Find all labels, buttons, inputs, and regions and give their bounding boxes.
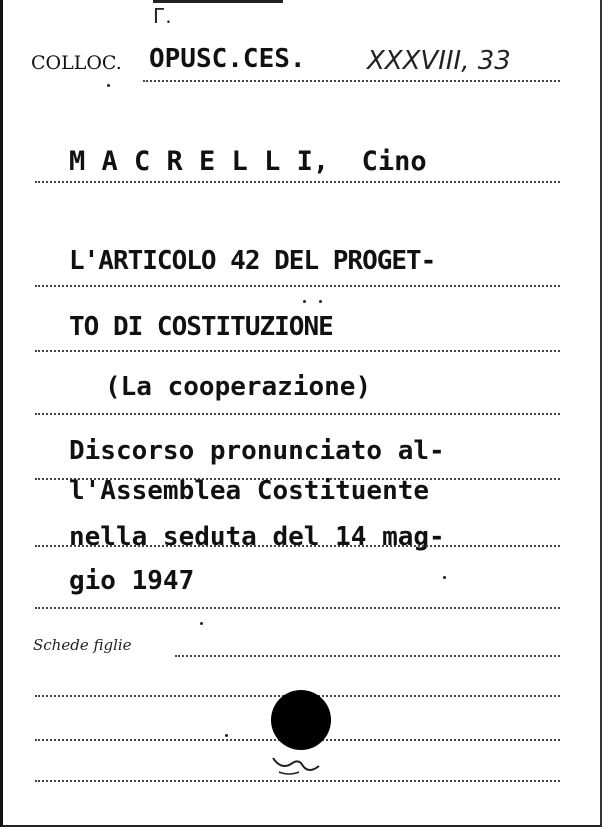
rule-colloc [143, 80, 560, 82]
rule-schede [175, 655, 560, 657]
top-mark: Г. [153, 4, 172, 28]
schede-figlie-label: Schede figlie [33, 636, 132, 654]
title-line-1: L'ARTICOLO 42 DEL PROGET- [69, 246, 436, 276]
rule-title-1 [35, 285, 560, 287]
description-line-4: gio 1947 [69, 566, 195, 596]
ink-scribble-icon [269, 752, 325, 778]
description-line-1: Discorso pronunciato al- [69, 436, 445, 466]
rule-desc-3 [35, 545, 560, 547]
rule-subtitle [35, 413, 560, 415]
punch-hole [271, 690, 331, 750]
description-line-3: nella seduta del 14 mag- [69, 522, 445, 552]
ink-speck [200, 622, 203, 625]
ink-speck [443, 576, 446, 579]
card-top-edge [153, 0, 283, 3]
ink-speck [319, 300, 322, 303]
colloc-number: XXXVIII, 33 [367, 46, 511, 76]
ink-speck [107, 84, 110, 87]
colloc-label: COLLOC. [31, 52, 122, 74]
ink-speck [303, 300, 306, 303]
rule-desc-4 [35, 607, 560, 609]
description-line-2: l'Assemblea Costituente [69, 476, 430, 506]
rule-author [35, 181, 560, 183]
subtitle: (La cooperazione) [105, 372, 372, 402]
colloc-value: OPUSC.CES. [149, 44, 306, 74]
author: M A C R E L L I, Cino [69, 146, 427, 177]
rule-blank-3 [35, 780, 560, 782]
rule-title-2 [35, 350, 560, 352]
ink-speck [225, 734, 228, 737]
title-line-2: TO DI COSTITUZIONE [69, 312, 333, 342]
